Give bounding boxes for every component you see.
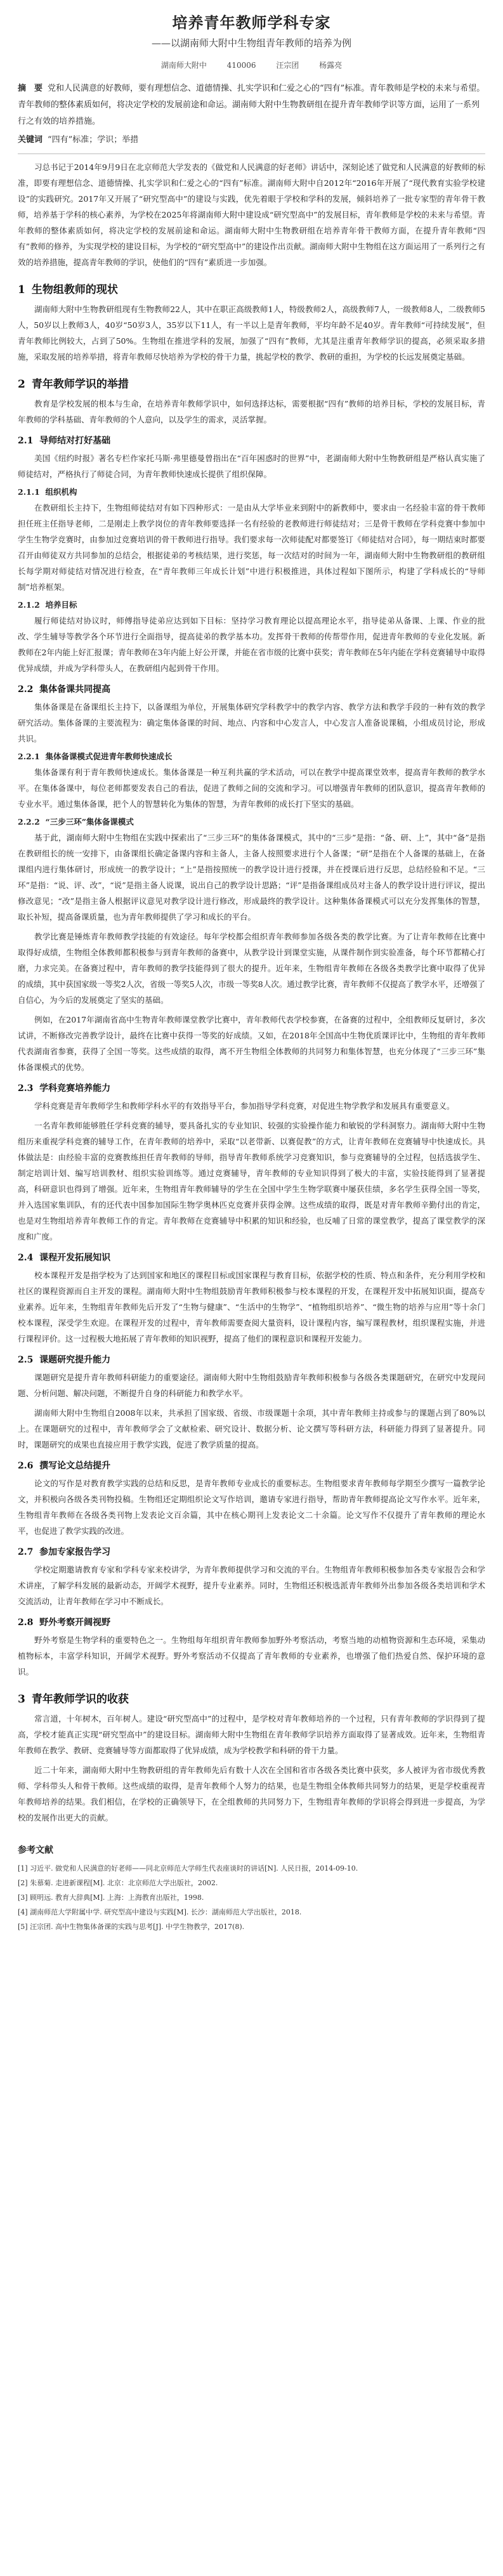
subsection-number: 2.5 [18, 1355, 34, 1365]
subsection-paragraph: 美国《纽约时报》著名专栏作家托马斯·弗里德曼曾指出在“百年困惑时的世界”中，老湖南师大附中生物教研组是严格认真实施了师徒结对，严格执行了师徒合同，为青年教师快速成长提供了组织保障。 [18, 454, 485, 479]
subsection-number: 2.8 [18, 1618, 34, 1628]
reference-item: [5] 汪宗团. 高中生物集体备课的实践与思考[J]. 中学生物教学，2017(8). [18, 1922, 245, 1931]
item-heading [18, 599, 485, 610]
author-name-1: 汪宗团 [276, 61, 299, 70]
section-paragraph: 近二十年来，湖南师大附中生物教研组的青年教师先后有数十人次在全国和省市各级各类比赛中获奖，多人被评为省市级优秀教师、学科带头人和骨干教师。这些成绩的取得，是青年教师个人努力的结果，也是生物组全体教师共同努力的结果，更是学校重视青年教师培养的结果。我们相信，在学校的正确领导下，在全组教师的共同努力下，生物组青年教师的学识将会得到进一步提高，为学校的发展作出更大的贡献。 [18, 1765, 485, 1822]
subsection-paragraph: 湖南师大附中生物组自2008年以来，共承担了国家级、省级、市级课题十余项，其中青年教师主持或参与的课题占到了80%以上。在课题研究的过程中，青年教师学会了文献检索、研究设计、数据分析、论文撰写等科研方法，科研能力得到了显著提升。同时，课题研究的成果也直接应用于教学实践，促进了教学质量的提高。 [18, 1408, 485, 1449]
reference-item: [1] 习近平. 做党和人民满意的好老师——同北京师范大学师生代表座谈时的讲话[N]. 人民日报，2014-09-10. [18, 1864, 358, 1873]
item-title: 培养目标 [45, 600, 77, 610]
subsection-paragraph: 学科竞赛是青年教师学生和教师学科水平的有效指导平台，参加指导学科竞赛，对促进生物学教学和发展具有重要意义。 [34, 1101, 455, 1111]
subsection-heading [18, 1251, 485, 1264]
subsection-title: 课程开发拓展知识 [39, 1253, 111, 1263]
section-heading [18, 280, 485, 296]
subsection-number: 2.6 [18, 1461, 34, 1471]
section-title: 青年教师学识的收获 [31, 1693, 129, 1706]
section-number: 3 [18, 1693, 25, 1706]
subsection-title: 导师结对打好基础 [39, 436, 111, 446]
subsection-paragraph: 学校定期邀请教育专家和学科专家来校讲学，为青年教师提供学习和交流的平台。生物组青年教师积极参加各类专家报告会和学术讲座，了解学科发展的最新动态，开阔学术视野，提升专业素养。同时，生物组还积极选派青年教师外出参加各级各类培训和学术交流活动，让青年教师在学习中不断成长。 [18, 1565, 485, 1606]
item-heading [18, 750, 485, 762]
section-paragraph: 湖南师大附中生物教研组现有生物教师22人，其中在职正高级教师1人，特级教师2人，高级教师7人，一级教师8人，二级教师5人，50岁以上教师3人，40岁“50岁3人，35岁以下11人，有一半以上是青年教师，平均年龄不足40岁。青年教师“可持续发展”，但青年教师比例较大，占到了50%。生物组在推进学科的发展，加强了“四有”教师，尤其是注重青年教师学识的提高，必须采取多措施，采取发展的培养举措，将青年教师尽快培养为学校的骨干力量，挑起学校的教学、教研的重担，为学校的长远发展奠定基础。 [18, 304, 485, 362]
references-title: 参考文献 [18, 1845, 53, 1855]
subsection-paragraph: 课题研究是提升青年教师科研能力的重要途径。湖南师大附中生物组鼓励青年教师积极参与各级各类课题研究，在研究中发现问题、分析问题、解决问题，不断提升自身的科研能力和教学水平。 [18, 1373, 485, 1398]
reference-item: [2] 朱慕菊. 走进新课程[M]. 北京：北京师范大学出版社，2002. [18, 1878, 218, 1887]
subsection-number: 2.2 [18, 684, 34, 695]
subsection-heading [18, 1616, 485, 1628]
document-title: 培养青年教师学科专家 [172, 13, 331, 32]
item-paragraph: 在教研组长主持下，生物组师徒结对有如下四种形式：一是由从大学毕业来到附中的新教师中，要求由一名经验丰富的骨干教师担任班主任指导老师，二是刚走上教学岗位的青年教师要选择一名有经验的老教师进行师徒结对；三是骨干教师在学科竞赛中参加中学生生物学竞赛时，由参加过竞赛培训的骨干教师进行指导。我们要求每一次师徒配对都要签订《师徒结对合同》，每一期结束时都要召开由师徒双方共同参加的总结会，根据徒弟的考核结果，进行奖惩，每一次结对的时间为一年，湖南师大附中生物教研组的教研组长每学期对师徒结对情况进行检查，在“青年教师三年成长计划”中进行积极推进，具体过程如下图所示，构建了学科成长的“导师制”培养框架。 [18, 503, 485, 592]
subsection-paragraph: 集体备课是在备课组长主持下，以备课组为单位，开展集体研究学科教学中的教学内容、教学方法和教学手段的一种有效的教学研究活动。集体备课的主要流程为：确定集体备课的时间、地点、内容和中心发言人，中心发言人准备说课稿，小组成员讨论，形成共识。 [18, 702, 485, 743]
section-number: 1 [18, 284, 25, 296]
subsection-paragraph: 论文的写作是对教育教学实践的总结和反思，是青年教师专业成长的重要标志。生物组要求青年教师每学期至少撰写一篇教学论文，并积极向各级各类刊物投稿。生物组还定期组织论文写作培训，邀请专家进行指导，帮助青年教师提高论文写作水平。近年来，生物组青年教师在各级各类刊物上发表论文百余篇，其中在核心期刊上发表论文二十余篇。论文写作不仅提升了青年教师的理论水平，也促进了教学实践的改进。 [18, 1479, 485, 1536]
item-number: 2.1.1 [18, 487, 40, 497]
subsection-title: 撰写论文总结提升 [39, 1461, 111, 1471]
abstract-text: 党和人民满意的好教师，要有理想信念、道德情操、扎实学识和仁爱之心的“四有”标准。青年教师是学校的未来与希望。青年教师的整体素质如何，将决定学校的发展前途和命运。湖南师大附中生物教研组在提升青年教师学识等方面，运用了一系列行之有效的培养措施。 [18, 84, 485, 126]
subsection-title: 课题研究提升能力 [39, 1355, 111, 1365]
item-paragraph: 集体备课有利于青年教师快速成长。集体备课是一种互利共赢的学术活动，可以在教学中提高课堂效率，提高青年教师的教学水平。在集体备课中，每位老师都要发表自己的看法，促进了教师之间的交流和学习。可以增强青年教师的团队意识，提高青年教师的专业水平。通过集体备课，把个人的智慧转化为集体的智慧，为青年教师的成长打下坚实的基础。 [18, 768, 485, 809]
item-title: 集体备课模式促进青年教师快速成长 [45, 752, 173, 761]
subsection-heading [18, 683, 485, 695]
subsection-title: 学科竞赛培养能力 [39, 1083, 111, 1094]
subsection-paragraph: 一名青年教师能够胜任学科竞赛的辅导，要具备扎实的专业知识、较强的实验操作能力和敏锐的学科洞察力。湖南师大附中生物组历来重视学科竞赛的辅导工作，在青年教师的培养中，采取“以老带新、以赛促教”的方式，让青年教师在竞赛辅导中快速成长。具体做法是：由经验丰富的竞赛教练担任青年教师的导师，指导青年教师系统学习竞赛知识，参与竞赛辅导的全过程，包括选拔学生、制定培训计划、编写培训教材、组织实验训练等。通过竞赛辅导，青年教师的专业知识得到了极大的丰富，实验技能得到了显著提高，科研意识也得到了增强。近年来，生物组青年教师辅导的学生在全国中学生生物学联赛中屡获佳绩，多名学生获得全国一等奖，并入选国家集训队，有的还代表中国参加国际生物学奥林匹克竞赛并获得金牌。这些成绩的取得，既是对青年教师辛勤付出的肯定，也是对生物组培养青年教师工作的肯定。青年教师在竞赛辅导中积累的知识和经验，也反哺了日常的课堂教学，提高了课堂教学的深度和广度。 [18, 1121, 485, 1241]
item-paragraph: 履行师徒结对协议时，师傅指导徒弟应达到如下目标：坚持学习教育理论以提高理论水平，指导徒弟从备课、上课、作业的批改、学生辅导等教学各个环节进行全面指导，提高徒弟的教学基本功。发挥骨干教师的传帮带作用，促进青年教师的专业化发展。新教师在2年内能上好汇报课；青年教师在3年内能上好公开课，并能在省市级的比赛中获奖；青年教师在5年内能在学科竞赛辅导中取得优异成绩，并成为学科带头人，在教研组内起到骨干作用。 [18, 616, 485, 673]
reference-item: [3] 顾明远. 教育大辞典[M]. 上海：上海教育出版社，1998. [18, 1893, 204, 1902]
subsection-heading [18, 1545, 485, 1558]
item-paragraph: 基于此，湖南师大附中生物组在实践中探索出了“三步三环”的集体备课模式，其中的“三步”是指：“备、研、上”，其中“备”是指在教研组长的统一安排下，由备课组长确定备课内容和主备人，主备人按照要求进行个人备课；“研”是指在个人备课的基础上，在备课组内进行集体研讨，形成统一的教学设计；“上”是指按照统一的教学设计进行授课，并在授课后进行反思，总结经验和不足。“三环”是指：“说、评、改”，“说”是指主备人说课，说出自己的教学设计思路；“评”是指备课组成员对主备人的教学设计进行评议，提出修改意见；“改”是指主备人根据评议意见对教学设计进行修改，形成最终的教学设计。这种集体备课模式可以充分发挥集体的智慧，取长补短，提高备课质量，也为青年教师提供了学习和成长的平台。 [18, 833, 485, 922]
keywords [18, 133, 485, 145]
author-name-2: 杨露亮 [319, 61, 343, 70]
item-title: 组织机构 [45, 487, 77, 497]
subsection-paragraph: 校本课程开发是指学校为了达到国家和地区的课程目标或国家课程与教育目标，依据学校的性质、特点和条件，充分利用学校和社区的课程资源而自主开发的课程。湖南师大附中生物组鼓励青年教师积极参与校本课程的开发，在课程开发中拓展知识面，提高专业素养。近年来，生物组青年教师先后开发了“生物与健康”、“生活中的生物学”、“植物组织培养”、“微生物的培养与应用”等十余门校本课程，深受学生欢迎。在课程开发的过程中，青年教师需要查阅大量资料，设计课程内容，编写课程教材，组织课程实施，并进行课程评价。这一过程极大地拓展了青年教师的知识视野，提高了他们的课程意识和课程开发能力。 [18, 1271, 485, 1344]
subsection-title: 参加专家报告学习 [39, 1547, 111, 1557]
section-paragraph: 常言道，十年树木，百年树人。建设“研究型高中”的过程中，是学校对青年教师培养的一个过程，只有青年教师的学识得到了提高，学校才能真正实现“研究型高中”的建设目标。湖南师大附中生物组在青年教师学识培养方面取得了显著成效。近年来，生物组青年教师在教学、教研、竞赛辅导等方面都取得了优异成绩，成为学校教学和科研的骨干力量。 [18, 1714, 485, 1755]
item-heading [18, 486, 485, 497]
abstract-label: 摘 要 [18, 84, 43, 93]
section-number: 2 [18, 378, 25, 391]
keywords-label: 关键词 [18, 135, 43, 145]
author-line [18, 60, 485, 70]
item-number: 2.2.2 [18, 817, 40, 827]
item-number: 2.1.2 [18, 600, 40, 610]
subsection-heading [18, 1082, 485, 1094]
section-paragraph: 教育是学校发展的根本与生命，在培养青年教师学识中，如何选择达标，需要根据“四有”教师的培养目标，学校的发展目标，青年教师的学科基础、青年教师的个人意向，以及学生的需求，灵活掌握。 [18, 399, 485, 424]
subsection-heading [18, 1353, 485, 1366]
subsection-number: 2.7 [18, 1547, 34, 1557]
item-number: 2.2.1 [18, 752, 40, 761]
section-title: 青年教师学识的举措 [31, 378, 129, 391]
item-paragraph: 例如，在2017年湖南省高中生物青年教师课堂教学比赛中，青年教师代表学校参赛，在备赛的过程中，全组教师反复研讨，多次试讲，不断修改完善教学设计，最终在比赛中获得一等奖的好成绩。又如，在2018年全国高中生物优质课评比中，生物组的青年教师代表湖南省参赛，获得了全国一等奖。这些成绩的取得，离不开生物组全体教师的共同努力和集体智慧，也充分体现了“三步三环”集体备课模式的优势。 [18, 1015, 485, 1072]
keywords-text: “四有”标准；学识；举措 [48, 135, 139, 145]
section-title: 生物组教师的现状 [31, 284, 118, 296]
reference-item: [4] 湖南师范大学附属中学. 研究型高中建设与实践[M]. 长沙：湖南师范大学出版社，2018. [18, 1907, 302, 1916]
subsection-number: 2.3 [18, 1083, 34, 1094]
item-title: “三步三环”集体备课模式 [45, 817, 134, 827]
subsection-paragraph: 野外考察是生物学科的重要特色之一。生物组每年组织青年教师参加野外考察活动，考察当地的动植物资源和生态环境，采集动植物标本，丰富学科知识，开阔学术视野。野外考察活动不仅提高了青年教师的专业素养，也增强了他们热爱自然、保护环境的意识。 [18, 1635, 485, 1677]
author-school: 湖南师大附中 [160, 61, 207, 70]
subsection-title: 野外考察开阔视野 [39, 1618, 111, 1628]
intro-paragraph: 习总书记于2014年9月9日在北京师范大学发表的《做党和人民满意的好老师》讲话中，深刻论述了做党和人民满意的好教师的标准，即要有理想信念、道德情操、扎实学识和仁爱之心的“四有”标准。湖南师大附中自2012年“2016年开展了“现代教育实验学校建设”的实践研究。2017年又开展了“研究型高中”的建设与实践，优先着眼于学校和学科的发展，倾斜培养了一批专家型的青年骨干教师，培养基于学科的核心素养，为学校在2025年将湖南师大附中建设成“研究型高中”的发展目标，青年教师是学校的未来与希望。青年教师的整体素质如何，将决定学校的发展前途和命运。湖南师大附中生物教研组在培养青年骨干教师方面，在提升青年教师“四有”教师的修养，为实现学校的建设目标，为学校的“研究型高中”的建设作出贡献。湖南师大附中生物组在这方面运用了一系列行之有效的培养措施，提高青年教师的学识，使他们的“四有”素质进一步加强。 [18, 162, 485, 267]
subsection-heading [18, 1459, 485, 1472]
abstract [18, 81, 485, 130]
item-heading [18, 816, 485, 827]
document-subtitle: ——以湖南师大附中生物组青年教师的培养为例 [151, 37, 351, 49]
section-heading [18, 1690, 485, 1706]
author-zip: 410006 [226, 61, 256, 70]
subsection-number: 2.4 [18, 1253, 34, 1263]
subsection-title: 集体备课共同提高 [39, 684, 111, 695]
subsection-number: 2.1 [18, 436, 34, 446]
section-heading [18, 375, 485, 391]
item-paragraph: 教学比赛是锤炼青年教师教学技能的有效途径。每年学校都会组织青年教师参加各级各类的教学比赛。为了让青年教师在比赛中取得好成绩，生物组全体教师都积极参与到青年教师的备赛中，从教学设计到课堂实施，从课件制作到实验准备，每个环节都精心打磨，力求完美。在备赛过程中，青年教师的教学技能得到了很大的提升。近年来，生物组青年教师在各级各类教学比赛中取得了优异的成绩，其中获国家级一等奖2人次，省级一等奖5人次，市级一等奖8人次。通过教学比赛，青年教师不仅提高了教学水平，还增强了自信心，为今后的发展奠定了坚实的基础。 [18, 932, 485, 1005]
subsection-heading [18, 434, 485, 447]
